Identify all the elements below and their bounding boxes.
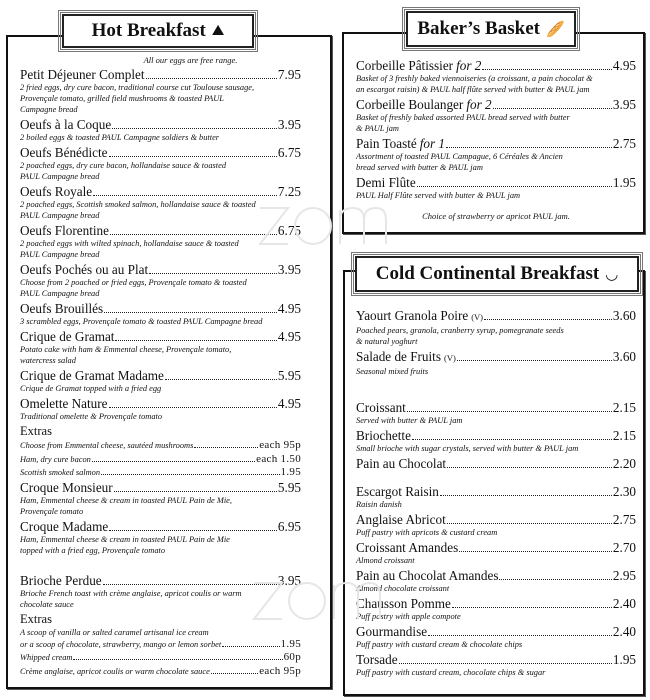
menu-item	[356, 308, 636, 347]
dot-leader	[146, 78, 277, 79]
item-description: Potato cake with ham & Emmental cheese, Provençale tomato, watercress salad	[20, 345, 232, 365]
item-price: 3.95	[277, 262, 301, 277]
dot-leader	[447, 523, 612, 524]
free-range-note: All our eggs are free range.	[143, 55, 238, 65]
item-price: 2.75	[612, 512, 636, 527]
item-description: 2 poached eggs with wilted spinach, hollandaise sauce & toasted PAUL Campagne bread	[20, 239, 239, 259]
menu-item	[20, 184, 301, 221]
item-description: Puff pastry with custard cream, chocolate chips & sugar	[356, 668, 546, 677]
item-name: Croissant	[356, 400, 406, 415]
extras-text: A scoop of vanilla or salted caramel artisanal ice cream	[20, 627, 209, 637]
item-name: Croque Monsieur	[20, 479, 113, 495]
dot-leader	[452, 607, 612, 608]
item-price: 3.95	[277, 117, 301, 132]
extras-line	[20, 665, 301, 679]
dot-leader	[459, 551, 612, 552]
cold-continental-section	[343, 270, 645, 696]
dot-leader	[194, 447, 258, 448]
item-name: Oeufs Brouillés	[20, 301, 104, 316]
menu-item-row	[356, 308, 636, 325]
vegetarian-tag: (V)	[471, 312, 484, 322]
bakers-basket-list	[356, 58, 636, 223]
menu-item-row	[356, 400, 636, 415]
item-price: 3.60	[612, 349, 636, 364]
item-name: Briochette	[356, 428, 411, 443]
extra-name: Ham, dry cure bacon	[20, 454, 91, 464]
dot-leader	[109, 407, 277, 408]
item-name: Salade de Fruits	[356, 349, 441, 364]
dot-leader	[499, 579, 611, 580]
item-price: 6.75	[277, 145, 301, 160]
menu-item	[20, 145, 301, 182]
item-name: Croque Madame	[20, 518, 109, 534]
bread-basket-icon: 🥖	[545, 21, 565, 38]
item-price: 6.75	[277, 223, 301, 238]
item-name: Oeufs Pochés ou au Plat	[20, 262, 149, 277]
item-price: 4.95	[277, 301, 301, 316]
menu-item	[20, 573, 301, 610]
menu-item-row	[356, 136, 636, 151]
item-name: Corbeille Pâtissier	[356, 58, 454, 73]
section-title: Hot Breakfast	[91, 20, 206, 41]
item-price: 1.95	[612, 175, 636, 190]
menu-item-row	[20, 145, 301, 160]
dot-leader	[446, 147, 612, 148]
item-price: 2.75	[612, 136, 636, 151]
item-price: 6.95	[277, 518, 301, 534]
dot-leader	[73, 659, 282, 660]
item-name: Escargot Raisin	[356, 484, 439, 499]
item-serving: for 2	[466, 97, 492, 112]
dot-leader	[407, 411, 612, 412]
menu-item-row	[356, 568, 636, 583]
item-name: Torsade	[356, 652, 398, 667]
extras-line	[20, 651, 301, 665]
extra-name: Crème anglaise, apricot coulis or warm chocolate sauce	[20, 666, 210, 676]
menu-item-row	[20, 301, 301, 316]
menu-item	[20, 67, 301, 115]
item-description: 2 fried eggs, dry cure bacon, traditional course cut Toulouse sausage, Provençale tomato, grilled field mushrooms & toasted PAUL Campagne bread	[20, 83, 255, 114]
menu-item-row	[356, 484, 636, 499]
dot-leader	[457, 360, 612, 361]
dot-leader	[114, 491, 277, 492]
menu-item	[20, 396, 301, 422]
menu-item-row	[20, 329, 301, 344]
menu-item-row	[20, 519, 301, 534]
extra-name: Scottish smoked salmon	[20, 468, 101, 477]
item-price: 4.95	[277, 396, 301, 411]
dot-leader	[115, 340, 276, 341]
menu-item	[356, 136, 636, 173]
dot-leader	[399, 663, 612, 664]
menu-item	[20, 368, 301, 394]
extras-line	[20, 466, 301, 480]
menu-item	[356, 58, 636, 95]
menu-item-row	[356, 540, 636, 555]
item-name: Brioche Perdue	[20, 572, 102, 588]
item-description: Assortment of toasted PAUL Campague, 6 Céréales & Ancien bread served with butter & PAUL jam	[356, 152, 563, 172]
menu-item-row	[20, 396, 301, 411]
item-name: Pain au Chocolat	[356, 456, 447, 471]
item-name: Oeufs Bénédicte	[20, 145, 108, 160]
extra-price: each 95p	[259, 664, 301, 677]
menu-item	[356, 512, 636, 538]
menu-item	[356, 624, 636, 650]
item-price: 2.40	[612, 624, 636, 639]
dot-leader	[149, 273, 277, 274]
menu-item-row	[356, 652, 636, 667]
item-name: Croissant Amandes	[356, 540, 459, 555]
menu-item-row	[20, 184, 301, 199]
item-description: Small brioche with sugar crystals, served with butter & PAUL jam	[356, 444, 579, 453]
dot-leader	[222, 646, 279, 647]
item-price: 2.70	[612, 540, 636, 555]
bakers-basket-title-banner	[406, 11, 576, 47]
item-name: Petit Déjeuner Complet	[20, 67, 145, 82]
extras-heading: Extras	[20, 424, 52, 438]
extras-block	[20, 612, 301, 679]
item-serving: for 1	[419, 136, 446, 151]
item-description: 2 boiled eggs & toasted PAUL Campagne soldiers & butter	[20, 133, 220, 142]
extras-block	[20, 424, 301, 480]
extra-name: Whipped cream	[20, 653, 73, 662]
item-description: 3 scrambled eggs, Provençale tomato & toasted PAUL Campagne bread	[20, 317, 263, 326]
dot-leader	[493, 108, 612, 109]
item-name: Oeufs Royale	[20, 184, 93, 199]
extras-line	[20, 638, 301, 652]
menu-item	[20, 301, 301, 327]
item-price: 2.30	[612, 484, 636, 499]
menu-item-row	[356, 58, 636, 73]
dot-leader	[104, 312, 277, 313]
dot-leader	[101, 474, 280, 475]
item-description: Served with butter & PAUL jam	[356, 416, 463, 425]
dot-leader	[412, 439, 612, 440]
extra-price: each 95p	[259, 439, 301, 451]
extra-name: or a scoop of chocolate, strawberry, mango or lemon sorbet	[20, 639, 222, 649]
menu-item	[356, 652, 636, 678]
dot-leader	[109, 156, 277, 157]
menu-item	[356, 175, 636, 201]
item-description: 2 poached eggs, Scottish smoked salmon, hollandaise sauce & toasted PAUL Campagne bread	[20, 200, 256, 220]
item-name: Pain Toasté	[356, 136, 417, 151]
item-description: Almond croissant	[356, 556, 415, 565]
menu-item	[356, 540, 636, 566]
item-name: Oeufs Florentine	[20, 223, 109, 238]
dot-leader	[110, 234, 277, 235]
cold-continental-title-banner	[355, 256, 639, 292]
menu-item-row	[356, 175, 636, 190]
extras-line	[20, 453, 301, 467]
item-name: Crique de Gramat	[20, 329, 115, 344]
menu-item-row	[356, 428, 636, 443]
dot-leader	[93, 195, 277, 196]
item-description: Brioche French toast with crème anglaise, apricot coulis or warm chocolate sauce	[20, 588, 242, 609]
item-description: Seasonal mixed fruits	[356, 367, 429, 376]
extra-price: 1.95	[280, 637, 301, 650]
cold-continental-list	[356, 308, 636, 680]
item-description: Puff pastry with custard cream & chocolate chips	[356, 640, 523, 649]
spacer	[356, 471, 636, 482]
item-name: Pain au Chocolat Amandes	[356, 568, 499, 583]
extras-line	[20, 439, 301, 453]
item-description: Almond chocolate croissant	[356, 584, 450, 593]
menu-item	[20, 329, 301, 366]
menu-item	[356, 349, 636, 377]
item-name: Oeufs à la Coque	[20, 117, 112, 132]
item-name: Gourmandise	[356, 624, 428, 639]
item-description: Ham, Emmental cheese & cream in toasted PAUL Pain de Mie, Provençale tomato	[20, 495, 232, 516]
dot-leader	[103, 584, 277, 585]
menu-item	[356, 97, 636, 134]
dot-leader	[211, 673, 258, 674]
menu-item-row	[356, 97, 636, 112]
vegetarian-tag: (V)	[443, 353, 456, 363]
menu-item	[356, 456, 636, 482]
item-name: Omelette Nature	[20, 396, 108, 411]
item-name: Anglaise Abricot	[356, 512, 446, 527]
item-name: Demi Flûte	[356, 175, 416, 190]
menu-item	[20, 117, 301, 143]
item-description: PAUL Half Flûte served with butter & PAUL jam	[356, 191, 521, 200]
menu-item-row	[356, 596, 636, 611]
item-price: 3.60	[612, 308, 636, 323]
extra-price: 1.95	[280, 466, 301, 478]
menu-item-row	[20, 67, 301, 82]
section-title: Baker’s Basket	[417, 18, 540, 39]
menu-item	[356, 400, 636, 426]
dot-leader	[165, 379, 277, 380]
dot-leader	[484, 319, 612, 320]
item-name: Chausson Pomme	[356, 596, 451, 611]
item-name: Corbeille Boulanger	[356, 97, 464, 112]
menu-item	[20, 223, 301, 260]
menu-item	[20, 262, 301, 299]
item-price: 5.95	[277, 368, 301, 383]
item-description: Raisin danish	[356, 500, 402, 509]
item-description: Choose from 2 poached or fried eggs, Provençale tomato & toasted PAUL Campagne bread	[20, 278, 247, 298]
item-description: Ham, Emmental cheese & cream in toasted PAUL Pain de Mie topped with a fried egg, Provençale tomato	[20, 534, 230, 555]
item-price: 2.15	[612, 428, 636, 443]
item-price: 2.95	[612, 568, 636, 583]
item-price: 7.25	[277, 184, 301, 199]
menu-item	[356, 568, 636, 594]
item-price: 7.95	[277, 67, 301, 82]
item-price: 2.15	[612, 400, 636, 415]
menu-item-row	[20, 262, 301, 277]
extras-heading: Extras	[20, 611, 52, 626]
menu-item-row	[20, 368, 301, 383]
dot-leader	[428, 635, 612, 636]
extra-price: 60p	[283, 651, 301, 663]
menu-item-row	[20, 223, 301, 238]
item-price: 3.95	[277, 572, 301, 588]
item-price: 3.95	[612, 97, 636, 112]
dot-leader	[440, 495, 612, 496]
menu-item-row	[20, 117, 301, 132]
dot-leader	[109, 530, 277, 531]
item-price: 4.95	[612, 58, 636, 73]
item-price: 1.95	[612, 652, 636, 667]
menu-item-row	[356, 512, 636, 527]
item-description: Puff pastry with apricots & custard cream	[356, 528, 498, 537]
item-description: Basket of freshly baked assorted PAUL bread served with butter & PAUL jam	[356, 113, 570, 133]
item-serving: for 2	[456, 58, 482, 73]
jam-choice-note: Choice of strawberry or apricot PAUL jam.	[422, 211, 570, 221]
extra-price: each 1.50	[256, 452, 301, 465]
item-price: 2.40	[612, 596, 636, 611]
item-price: 5.95	[277, 479, 301, 495]
menu-item	[20, 519, 301, 556]
menu-item-row	[356, 456, 636, 471]
item-price: 2.20	[612, 456, 636, 471]
dot-leader	[482, 69, 612, 70]
dot-leader	[112, 128, 277, 129]
item-description: 2 poached eggs, dry cure bacon, hollandaise sauce & toasted PAUL Campagne bread	[20, 161, 227, 181]
item-name: Yaourt Granola Poire	[356, 308, 469, 323]
item-description: Puff pastry with apple compote	[356, 612, 461, 621]
landscape-ornament-icon: ⛰	[211, 23, 225, 39]
extra-name: Choose from Emmental cheese, sautéed mushrooms	[20, 441, 194, 450]
menu-item	[356, 428, 636, 454]
menu-item	[356, 484, 636, 510]
item-price: 4.95	[277, 329, 301, 344]
dot-leader	[447, 467, 612, 468]
menu-item-row	[356, 624, 636, 639]
item-description: Crique de Gramat topped with a fried egg	[20, 384, 162, 393]
menu-item-row	[20, 480, 301, 495]
dot-leader	[92, 461, 255, 462]
hot-breakfast-title-banner	[62, 14, 254, 48]
menu-item-row	[20, 573, 301, 588]
item-description: Traditional omelette & Provençale tomato	[20, 412, 163, 421]
hot-breakfast-list	[20, 55, 301, 678]
menu-item	[20, 480, 301, 517]
menu-item-row	[356, 349, 636, 366]
section-title: Cold Continental Breakfast	[375, 263, 600, 284]
item-description: Poached pears, granola, cranberry syrup, pomegranate seeds & natural yoghurt	[356, 326, 564, 346]
item-name: Crique de Gramat Madame	[20, 368, 164, 383]
dot-leader	[417, 186, 612, 187]
menu-item	[356, 596, 636, 622]
item-description: Basket of 3 freshly baked viennoiseries (a croissant, a pain chocolat & an escargot raisin) & PAUL half flûte served with butter & PAUL jam	[356, 74, 593, 94]
bakers-basket-section	[342, 32, 645, 234]
hot-breakfast-section	[6, 35, 332, 689]
croissant-icon: ◡	[605, 266, 619, 283]
